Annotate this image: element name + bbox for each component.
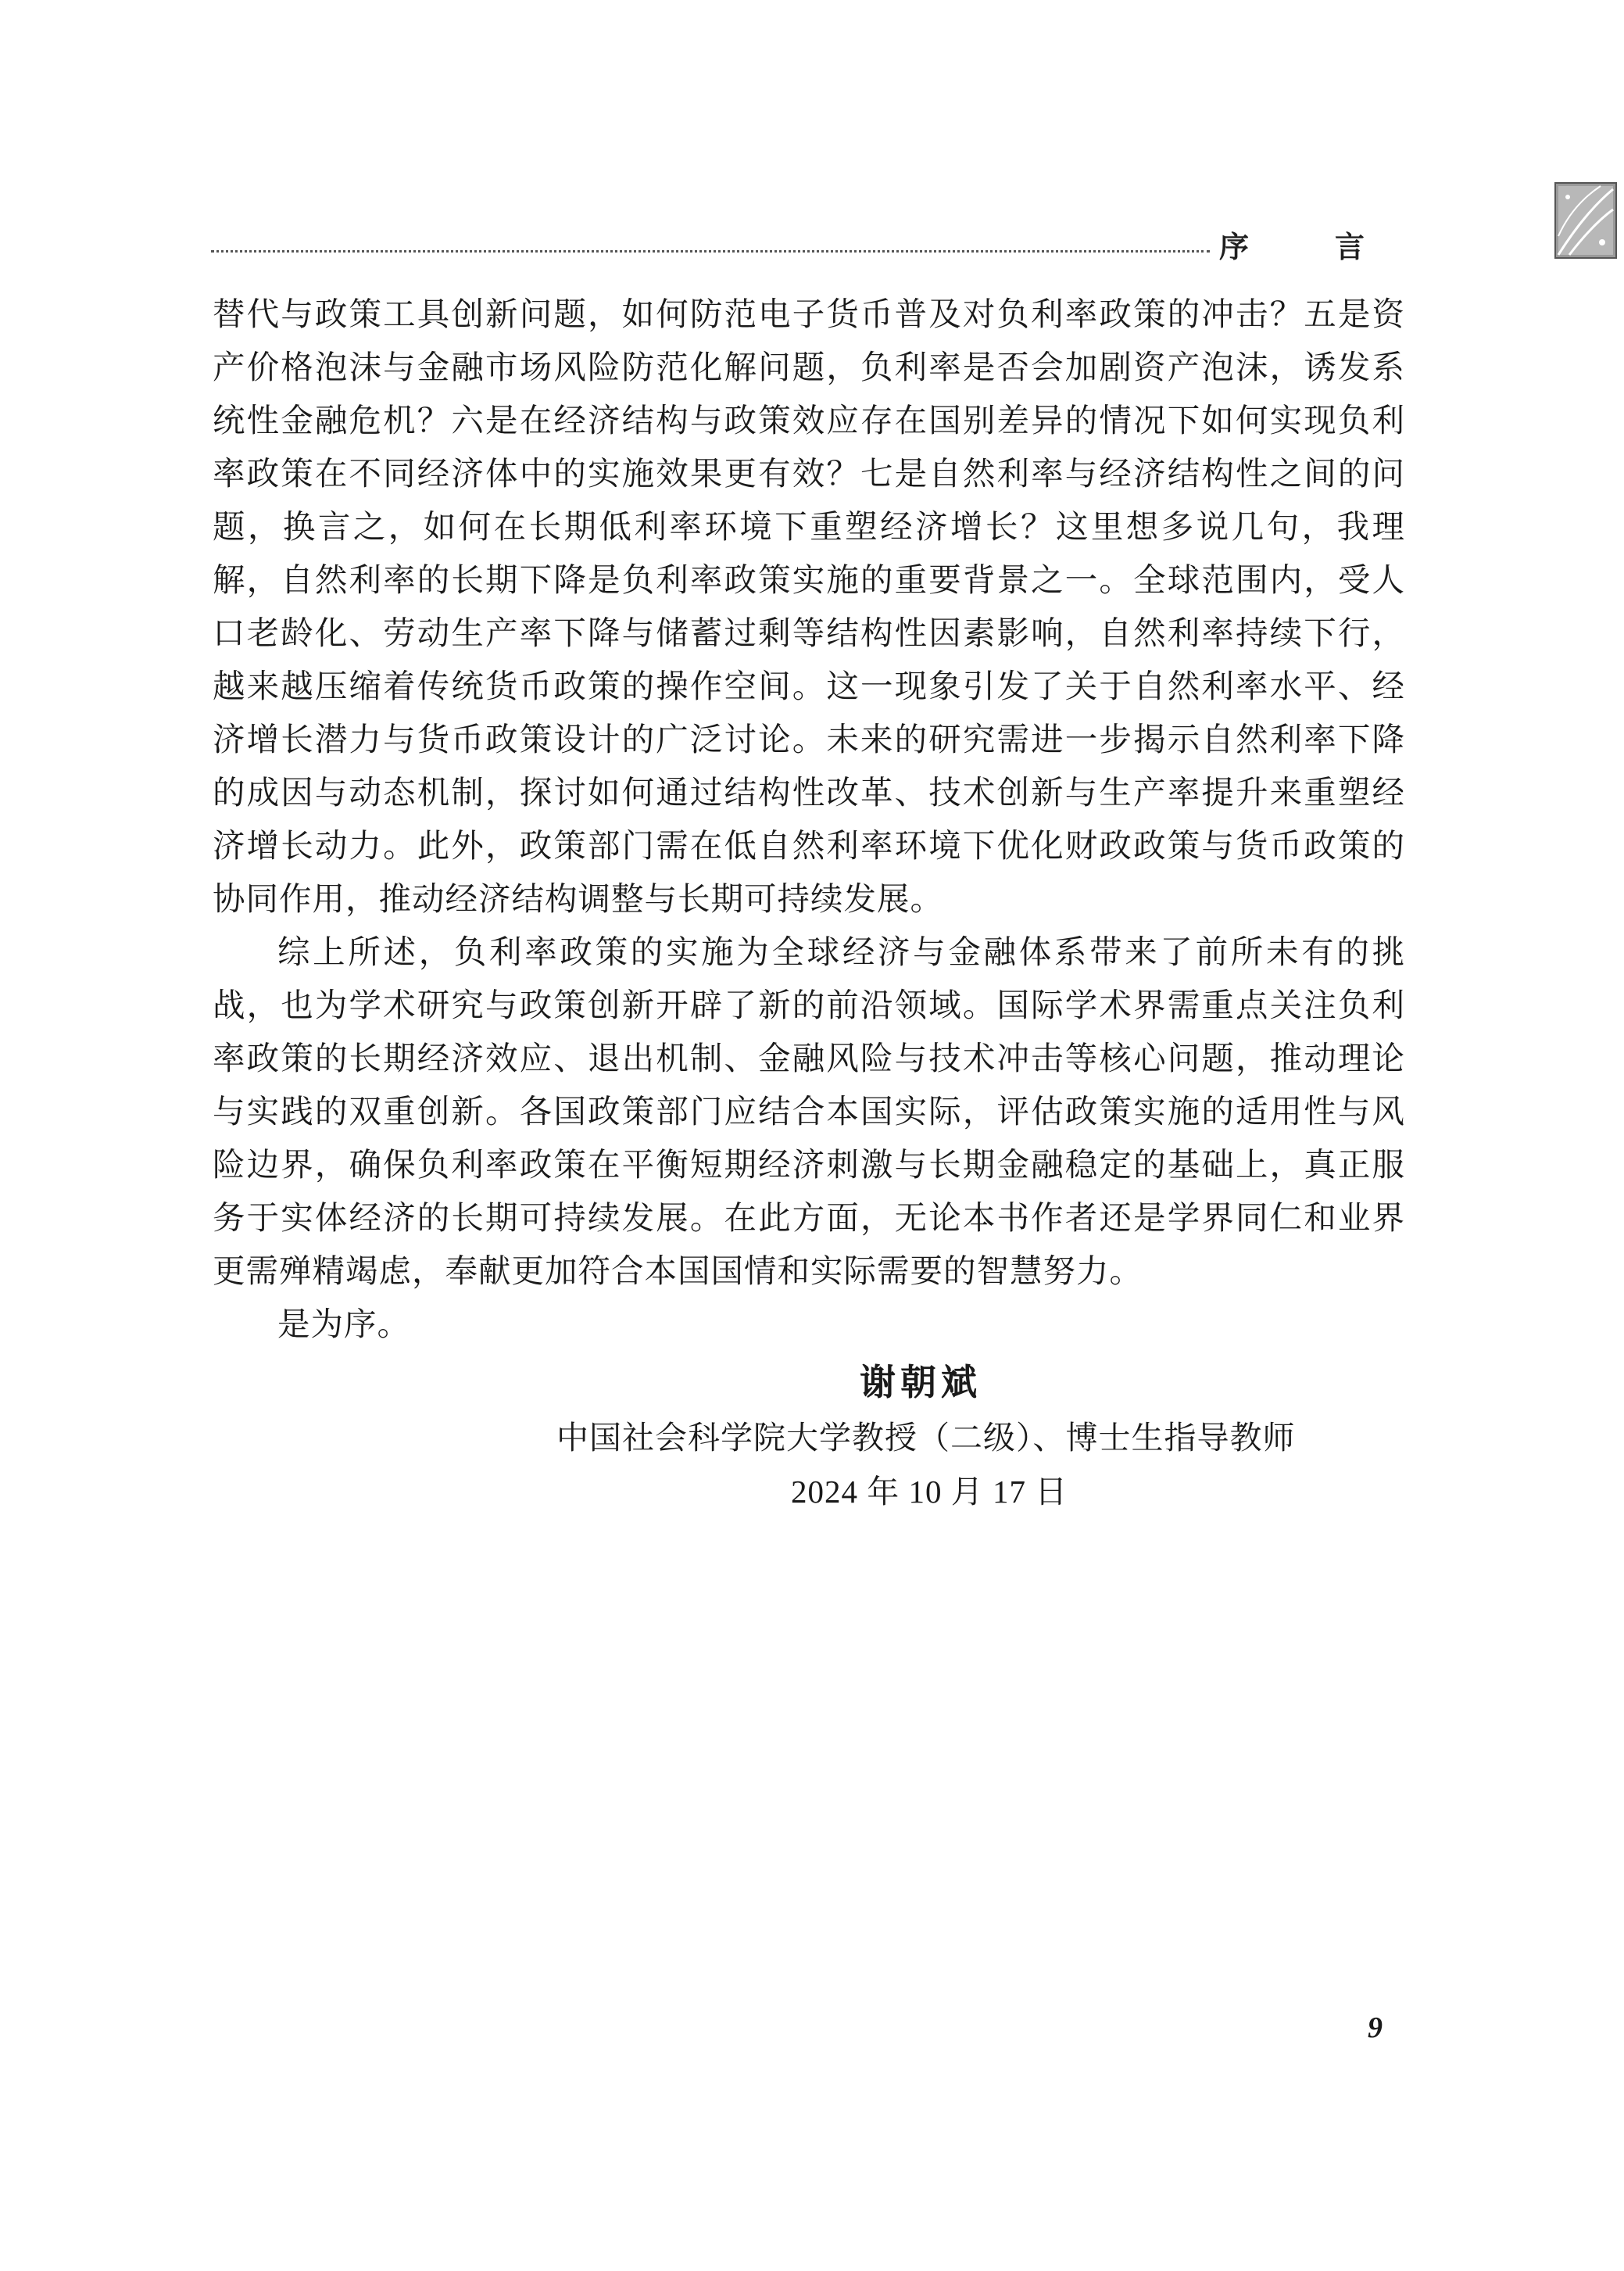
signature-date: 2024 年 10 月 17 日 — [791, 1474, 1068, 1510]
preface-body — [213, 288, 1405, 1351]
page-number: 9 — [1368, 2011, 1383, 2044]
header-dotted-rule — [211, 250, 1210, 253]
decorative-corner-emblem-icon — [1554, 181, 1618, 260]
body-paragraph: 是为序。 — [277, 1305, 411, 1343]
body-paragraph: 综上所述，负利率政策的实施为全球经济与金融体系带来了前所未有的挑战，也为学术研究与政策创新开辟了新的前沿领域。国际学术界需重点关注负利率政策的长期经济效应、退出机制、金融风险与技术冲击等核心问题，推动理论与实践的双重创新。各国政策部门应结合本国实际，评估政策实施的适用性与风险边界，确保负利率政策在平衡短期经济刺激与长期金融稳定的基础上，真正服务于实体经济的长期可持续发展。在此方面，无论本书作者还是学界同仁和业界更需殚精竭虑，奉献更加符合本国国情和实际需要的智慧努力。 — [213, 933, 1405, 1290]
author-signature: 谢朝斌 — [860, 1361, 982, 1403]
author-affiliation: 中国社会科学院大学教授（二级）、博士生指导教师 — [556, 1420, 1296, 1456]
running-header — [211, 181, 1451, 264]
body-paragraph: 替代与政策工具创新问题，如何防范电子货币普及对负利率政策的冲击？五是资产价格泡沫与金融市场风险防范化解问题，负利率是否会加剧资产泡沫，诱发系统性金融危机？六是在经济结构与政策效应存在国别差异的情况下如何实现负利率政策在不同经济体中的实施效果更有效？七是自然利率与经济结构性之间的问题，换言之，如何在长期低利率环境下重塑经济增长？这里想多说几句，我理解，自然利率的长期下降是负利率政策实施的重要背景之一。全球范围内，受人口老龄化、劳动生产率下降与储蓄过剩等结构性因素影响，自然利率持续下行，越来越压缩着传统货币政策的操作空间。这一现象引发了关于自然利率水平、经济增长潜力与货币政策设计的广泛讨论。未来的研究需进一步揭示自然利率下降的成因与动态机制，探讨如何通过结构性改革、技术创新与生产率提升来重塑经济增长动力。此外，政策部门需在低自然利率环境下优化财政政策与货币政策的协同作用，推动经济结构调整与长期可持续发展。 — [213, 295, 1405, 918]
running-head-title: 序言 — [1219, 230, 1451, 264]
